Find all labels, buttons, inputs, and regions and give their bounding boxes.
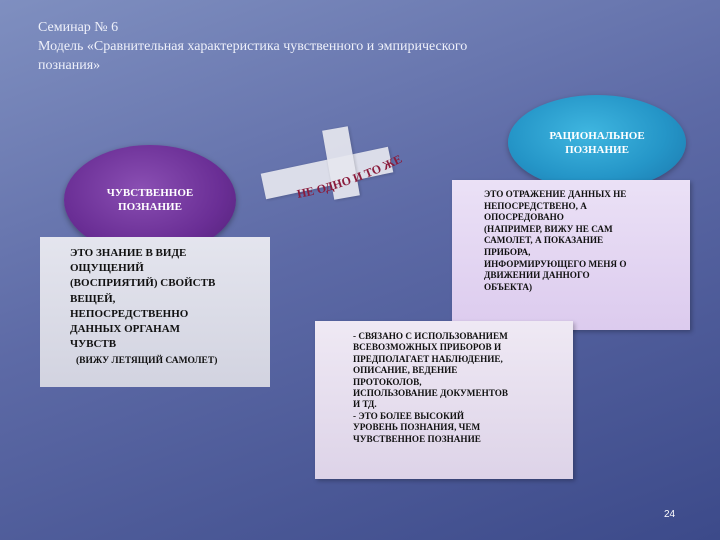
- sensory-line: (ВОСПРИЯТИЙ) СВОЙСТВ: [70, 277, 216, 290]
- sensory-line: ДАННЫХ ОРГАНАМ: [70, 323, 181, 336]
- sensory-cognition-label-line-2: ПОЗНАНИЕ: [118, 201, 182, 213]
- sensory-cognition-label-line-1: ЧУВСТВЕННОЕ: [106, 187, 194, 199]
- sensory-line: НЕПОСРЕДСТВЕННО: [70, 307, 189, 320]
- rational-line: ИНФОРМИРУЮЩЕГО МЕНЯ О: [484, 258, 627, 269]
- rational-line: ЭТО ОТРАЖЕНИЕ ДАННЫХ НЕ: [484, 189, 627, 199]
- page-number: 24: [664, 509, 676, 520]
- rational-cognition-label-line-2: ПОЗНАНИЕ: [565, 143, 629, 156]
- empirical-line: ОПИСАНИЕ, ВЕДЕНИЕ: [353, 365, 458, 376]
- connector-text: НЕ ОДНО И ТО ЖЕ: [295, 151, 405, 201]
- rational-line: САМОЛЕТ, А ПОКАЗАНИЕ: [484, 235, 604, 246]
- rational-line: ПРИБОРА,: [484, 246, 531, 257]
- sensory-line: ЭТО ЗНАНИЕ В ВИДЕ: [70, 247, 187, 259]
- rational-line: ОПОСРЕДОВАНО: [484, 212, 564, 223]
- connector-text-arc: [292, 130, 432, 215]
- sensory-cognition-description: [40, 237, 270, 387]
- title-line-3: познания»: [38, 58, 101, 73]
- empirical-line: ПРЕДПОЛАГАЕТ НАБЛЮДЕНИЕ,: [353, 353, 503, 364]
- rational-line: ОБЪЕКТА): [484, 281, 533, 292]
- empirical-line: - СВЯЗАНО С ИСПОЛЬЗОВАНИЕМ: [353, 331, 508, 341]
- sensory-line: ОЩУЩЕНИЙ: [70, 262, 144, 275]
- empirical-line: И ТД.: [353, 399, 377, 410]
- svg-text:НЕ ОДНО И ТО ЖЕ: [296, 152, 404, 201]
- rational-cognition-ellipse: [508, 95, 686, 190]
- sensory-example-note: (ВИЖУ ЛЕТЯЩИЙ САМОЛЕТ): [76, 356, 218, 367]
- empirical-line: УРОВЕНЬ ПОЗНАНИЯ, ЧЕМ: [353, 422, 481, 433]
- rational-cognition-label-line-1: РАЦИОНАЛЬНОЕ: [549, 129, 645, 142]
- empirical-cognition-details: [315, 321, 573, 479]
- slide-title: [38, 18, 638, 75]
- title-line-2: Модель «Сравнительная характеристика чувственного и эмпирического: [38, 39, 468, 54]
- empirical-line: ПРОТОКОЛОВ,: [353, 376, 422, 387]
- title-line-1: Семинар № 6: [38, 20, 119, 35]
- sensory-line: ВЕЩЕЙ,: [70, 292, 116, 305]
- empirical-line: - ЭТО БОЛЕЕ ВЫСОКИЙ: [353, 410, 465, 421]
- rational-line: НЕПОСРЕДСТВЕНО, А: [484, 200, 587, 211]
- rational-cognition-description: [452, 180, 690, 330]
- rational-line: (НАПРИМЕР, ВИЖУ НЕ САМ: [484, 223, 613, 234]
- sensory-line: ЧУВСТВ: [70, 338, 117, 351]
- rational-line: ДВИЖЕНИИ ДАННОГО: [484, 270, 590, 281]
- empirical-line: ИСПОЛЬЗОВАНИЕ ДОКУМЕНТОВ: [353, 388, 508, 399]
- empirical-line: ВСЕВОЗМОЖНЫХ ПРИБОРОВ И: [353, 342, 502, 353]
- empirical-line: ЧУВСТВЕННОЕ ПОЗНАНИЕ: [353, 433, 481, 444]
